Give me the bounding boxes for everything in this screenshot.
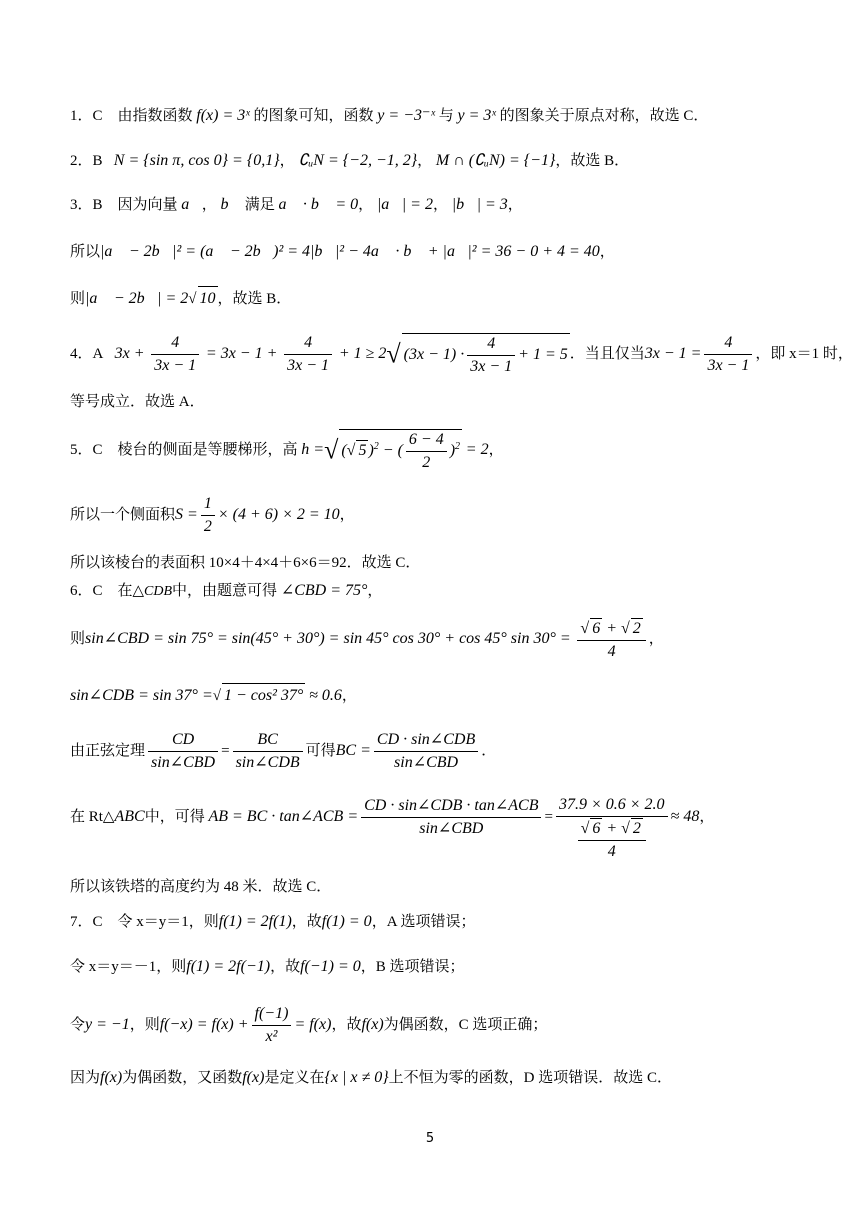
answer-6-line-3: sin∠CDB = sin 37° =√ 1 − cos² 37° ≈ 0.6， [70,683,800,708]
text: 是定义在 [264,1070,325,1086]
formula: ∁ᵤN = {−2, −1, 2} [298,152,418,169]
text: 7．C 令 x＝y＝1，则 [70,914,219,930]
radical: (√ 5 )$^2$ − ( $\frac{6 - 4}{2}$ )$^2$ [341,430,461,471]
numerator: 4 [151,333,199,355]
answer-7-line-2 [70,955,800,979]
text: 所以该铁塔的高度约为 48 米．故选 C． [70,879,332,895]
text: 为偶函数，C 选项正确； [383,1017,548,1033]
numerator: 37.9 × 0.6 × 2.0 [556,795,668,817]
fraction [374,730,478,773]
text: 中，由题意可得 [172,583,278,599]
text: 令 x＝y＝－1，则 [70,959,187,975]
denominator: 3x − 1 [154,357,197,375]
formula: a⃗ · b⃗ = 0 [278,196,359,213]
text: ，则 [129,1017,160,1033]
text: ．当且仅当 [569,346,645,362]
denominator: sin∠CDB [235,754,300,772]
formula: sin∠CDB = sin 37° = [70,687,213,704]
formula: 3x + [114,345,145,362]
fraction [556,795,668,862]
formula: f(1) = 2f(−1) [186,958,271,975]
denominator: sin∠CBD [394,754,459,772]
formula: |a⃗ − 2b⃗|² = (a⃗ − 2b⃗)² = 4|b⃗|² − 4a⃗ · b⃗ + |a⃗|² = 36 − 0 + 4 = 40 [100,243,600,260]
denominator: 4 [607,642,616,660]
answer-2: 2．B N = {sin π, cos 0} = {0,1}， ∁ᵤN = {−2, −1, 2}， M ∩ (∁ᵤN) = {−1}，故选 B． [70,152,630,169]
text: 等号成立．故选 A． [70,394,205,410]
radicand: 6 [592,619,601,637]
formula: ≈ 48 [670,808,700,825]
formula: f(x) [100,1069,123,1086]
formula: CDB [144,584,173,599]
text: 的图象关于原点对称，故选 C． [499,108,709,124]
fraction [201,494,215,537]
text: 因为 [70,1070,101,1086]
text: ，故 [291,914,322,930]
formula: ∠CBD = 75° [280,582,368,599]
answer-4-line-1: 4．A 3x + $\frac{4}{3x - 1}$ = 3x − 1 + $\frac{4}{3x - 1}$ + 1 ≥ 2√ (3x − 1) · $\frac{4}{3x - 1}$ + 1 = 5 ．当且仅当3x − 1 = $\frac{4}{3x - 1}$ ，即 x＝1 时， [70,334,853,375]
text: ，故 [331,1017,362,1033]
text: 所以一个侧面积 [70,507,176,523]
fraction [406,430,447,473]
text: 所以 [70,244,101,260]
numerator: CD · sin∠CDB [374,730,478,752]
answer-5-line-1: 5．C 棱台的侧面是等腰梯形，高 h =√ (√ 5 )$^2$ − ( $\frac{6 - 4}{2}$ )$^2$ = 2， [70,430,504,471]
denominator: 4 [607,843,616,860]
formula: × (4 + 6) × 2 = 10 [217,506,340,523]
text: 所以该棱台的表面积 10×4＋4×4＋6×6＝92．故选 C． [70,555,421,571]
denominator: 3x − 1 [287,357,330,375]
formula: |a⃗| = 2 [376,196,433,213]
formula: |a⃗ − 2b⃗| = 2 [85,290,189,307]
radical [402,333,570,377]
formula: f(x) [361,1016,384,1033]
denominator: 2 [203,518,212,536]
numerator: 1 [201,494,215,516]
formula: a⃗ [181,196,202,213]
denominator: 3x − 1 [707,357,750,375]
fraction [233,730,303,773]
fraction: $\frac{√ 6 + √ 2}{4}$ [577,618,645,662]
text: ，故选 B． [555,153,630,169]
formula: f(1) = 0 [321,913,372,930]
numerator: 4 [704,333,752,355]
text: 上不恒为零的函数，D 选项错误．故选 C． [388,1070,672,1086]
formula: 3x − 1 = [644,345,702,362]
fraction [252,1004,292,1047]
answer-6-line-4: 由正弦定理 $\frac{CD}{\text{sin∠CBD}}$ = $\frac{BC}{\text{sin∠CDB}}$ 可得BC = $\frac{\text{CD · sin∠CDB}}{\text{sin∠CBD}}$ ． [70,731,497,772]
page-number: 5 [425,1131,435,1146]
denominator: 3x − 1 [470,357,513,375]
text: ， [201,197,217,213]
radicand: 5 [358,441,367,459]
answer-6-line-5: 在 Rt△ABC中，可得 AB = BC · tan∠ACB = $\frac{\text{CD · sin∠CDB · tan∠ACB}}{\text{sin∠CBD}}$ = $\frac{37.9 \times 0.6 \times 2.0}{\frac{√ 6 + √ 2}{4}}$ ≈ 48， [70,796,715,860]
radicand: 2 [632,820,641,837]
text: 由正弦定理 [70,743,146,759]
radicand: 1 − cos² 37° [222,683,305,708]
text: ，即 x＝1 时， [755,346,853,362]
fraction [467,334,515,377]
formula: y = −3⁻ˣ [377,107,435,124]
fraction: $\frac{√ 6 + √ 2}{4}$ [578,818,646,862]
fraction [284,333,332,376]
answer-3-line-1: 3．B 因为向量 a⃗， b⃗ 满足 a⃗ · b⃗ = 0， |a⃗| = 2， |b⃗| = 3， [70,196,523,213]
text: ，B 选项错误； [360,959,465,975]
formula: = f(x) [294,1016,332,1033]
answer-3-line-3: 则|a⃗ − 2b⃗| = 2√ 10 ，故选 B． [70,286,800,311]
answer-5-line-3 [70,551,800,575]
text: ，A 选项错误； [371,914,476,930]
denominator: x² [265,1028,278,1046]
text: 2．B [70,153,103,169]
formula: f(x) [242,1069,265,1086]
formula: BC = [335,742,371,759]
numerator: 6 − 4 [406,430,447,452]
text: 4．A [70,346,104,362]
answer-3-line-2: 所以|a⃗ − 2b⃗|² = (a⃗ − 2b⃗)² = 4|b⃗|² − 4a⃗ · b⃗ + |a⃗|² = 36 − 0 + 4 = 40， [70,243,615,260]
text: 的图象可知，函数 [253,108,374,124]
formula: sin∠CBD = sin 75° = sin(45° + 30°) = sin 45° cos 30° + cos 45° sin 30° = [85,630,571,647]
answer-6-line-6 [70,875,800,899]
text: 6．C 在△ [70,583,145,599]
formula: N = {sin π, cos 0} = {0,1} [113,152,280,169]
formula: M ∩ (∁ᵤN) = {−1} [435,152,556,169]
formula: f(1) = 2f(1) [218,913,292,930]
formula: b⃗ [220,196,241,213]
denominator: sin∠CBD [419,820,484,838]
answer-7-line-1 [70,910,800,934]
answer-5-line-2: 所以一个侧面积S = $\frac{1}{2}$ × (4 + 6) × 2 = 10， [70,495,355,536]
text: 3．B 因为向量 [70,197,178,213]
formula: S = [175,506,198,523]
numerator: CD · sin∠CDB · tan∠ACB [361,796,541,818]
text: 可得 [305,743,336,759]
text: 令 [70,1017,86,1033]
formula: f(x) = 3ˣ [196,107,250,124]
formula: {x | x ≠ 0} [324,1069,389,1086]
text: 则 [70,291,86,307]
denominator: sin∠CBD [151,754,216,772]
text: 则 [70,631,86,647]
formula: (3x − 1) · [403,345,465,363]
numerator: 4 [467,334,515,356]
formula: f(−x) = f(x) + [159,1016,249,1033]
formula: = 2 [465,441,489,458]
answer-6-line-1: 6．C 在△CDB中，由题意可得 ∠CBD = 75°， [70,582,383,599]
formula: + 1 ≥ 2 [338,345,387,362]
formula: ≈ 0.6 [309,687,342,704]
fraction [704,333,752,376]
answer-1 [70,104,800,128]
formula: f(−1) = 0 [300,958,361,975]
numerator: f(−1) [252,1004,292,1026]
formula: |b⃗| = 3 [451,196,508,213]
answer-7-line-3 [70,1002,800,1048]
formula: y = −1 [85,1016,130,1033]
fraction [361,796,541,839]
text: 满足 [244,197,275,213]
text: ，故 [270,959,301,975]
formula: AB = BC · tan∠ACB = [208,808,359,825]
formula: y = 3ˣ [457,107,496,124]
formula: = 3x − 1 + [205,345,278,362]
text: 在 Rt△ [70,809,115,825]
numerator: BC [233,730,303,752]
answer-4-line-2 [70,390,800,414]
numerator: 4 [284,333,332,355]
numerator: CD [148,730,218,752]
text: 1．C 由指数函数 [70,108,193,124]
answer-7-line-4 [70,1066,800,1090]
text: 为偶函数，又函数 [122,1070,243,1086]
text: 5．C 棱台的侧面是等腰梯形，高 [70,442,298,458]
text: 中，可得 [144,809,205,825]
radicand: 2 [632,619,641,637]
formula: ABC [114,808,145,825]
radicand: 6 [592,820,601,837]
fraction [148,730,218,773]
denominator: 2 [422,453,431,471]
answer-6-line-2: 则sin∠CBD = sin 75° = sin(45° + 30°) = sin 45° cos 30° + cos 45° sin 30° = $\frac{√ 6 + √ 2}{4}$ ， [70,619,664,660]
text: ，故选 B． [217,291,292,307]
formula: + 1 = 5 [518,345,568,363]
radicand: 10 [198,286,218,311]
formula: h = [301,441,325,458]
fraction [151,333,199,376]
text: 与 [438,108,454,124]
